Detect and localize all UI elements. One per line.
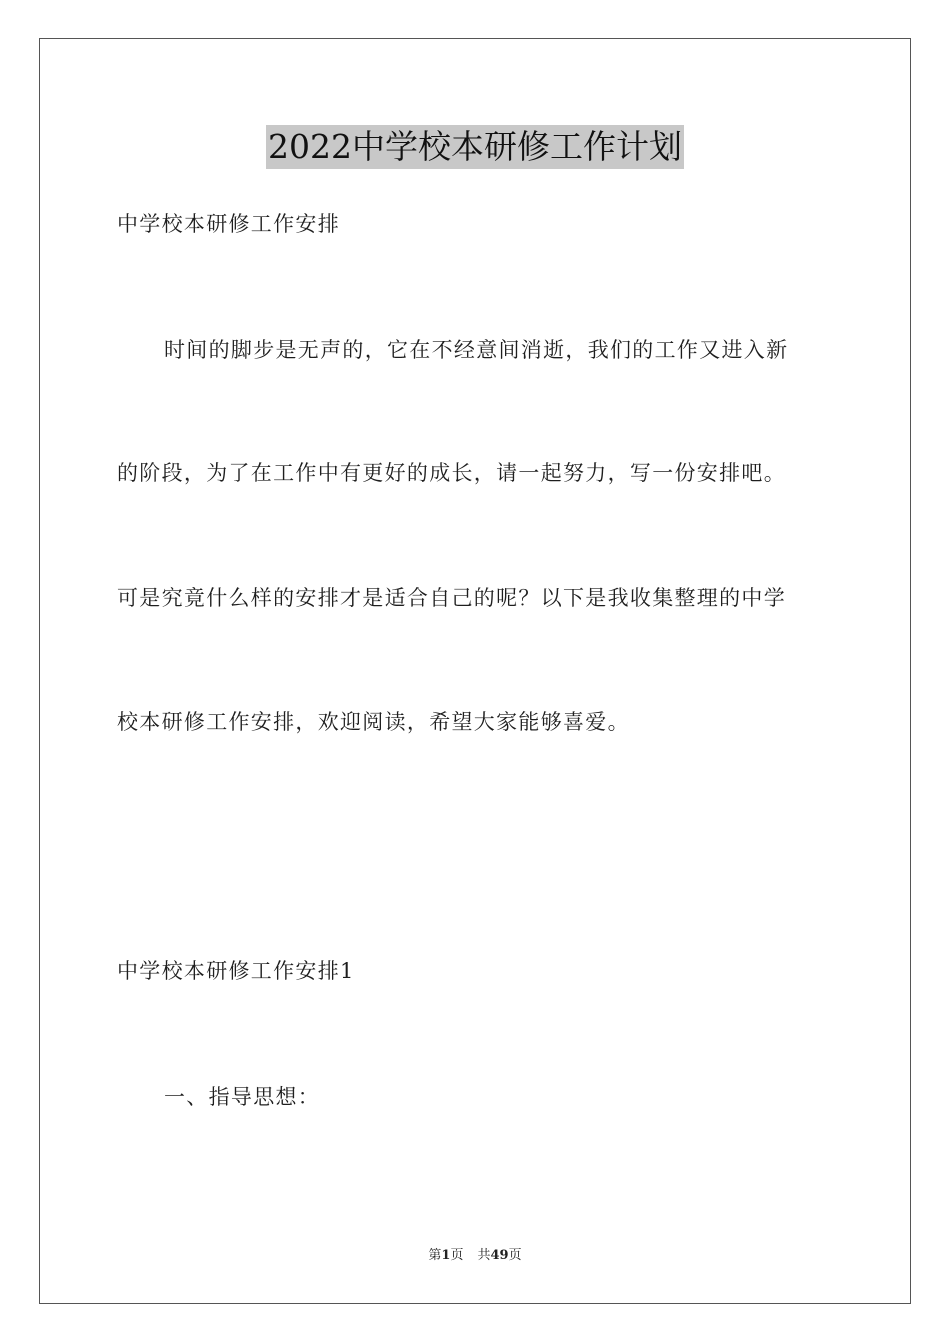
footer-page-number: 1 <box>441 1248 451 1263</box>
intro-line-1: 时间的脚步是无声的，它在不经意间消逝，我们的工作又进入新 <box>164 338 789 362</box>
footer-total-pages: 49 <box>490 1248 509 1263</box>
title-container <box>0 125 950 169</box>
intro-line-3: 可是究竟什么样的安排才是适合自己的呢？以下是我收集整理的中学 <box>117 586 786 610</box>
intro-line-2: 的阶段，为了在工作中有更好的成长，请一起努力，写一份安排吧。 <box>117 461 786 485</box>
document-title: 2022中学校本研修工作计划 <box>266 125 684 169</box>
subsection-heading: 一、指导思想： <box>164 1085 321 1109</box>
footer-page-suffix: 页 <box>450 1248 464 1263</box>
footer-total-prefix: 共 <box>477 1248 491 1263</box>
document-subtitle: 中学校本研修工作安排 <box>117 212 340 236</box>
page-footer <box>0 1247 950 1265</box>
section-heading: 中学校本研修工作安排1 <box>117 959 355 983</box>
intro-line-4: 校本研修工作安排，欢迎阅读，希望大家能够喜爱。 <box>117 710 630 734</box>
footer-total-suffix: 页 <box>508 1248 522 1263</box>
footer-prefix: 第 <box>428 1248 442 1263</box>
